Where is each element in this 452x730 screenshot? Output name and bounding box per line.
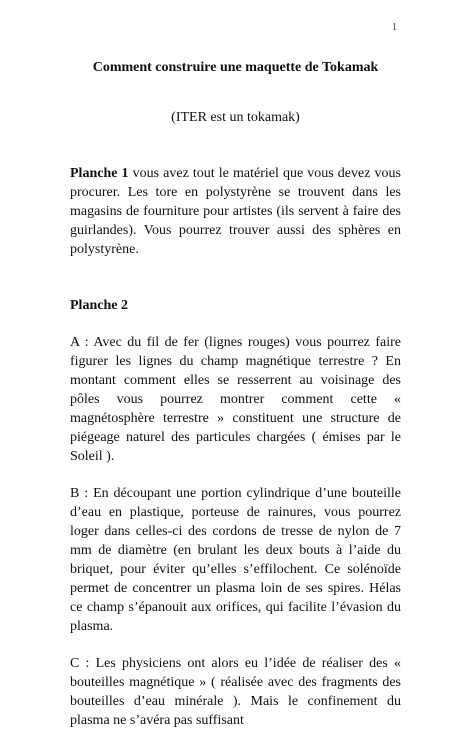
paragraph-c: C : Les physiciens ont alors eu l’idée de réaliser des « bouteilles magnétique » ( réalisée avec des fragments des bouteilles d’eau minérale ). Mais le confinement du plasma ne s’avéra pas suffisant (70, 656, 401, 728)
paragraph-b: B : En découpant une portion cylindrique d’une bouteille d’eau en plastique, porteuse de rainures, vous pourrez loger dans celles-ci des cordons de tresse de nylon de 7 mm de diamètre (en brulant les deux bouts à l’aide du briquet, pour éviter qu’elles s’effilochent. Ce solénoïde permet de concentrer un plasma loin de ses spires. Hélas ce champ s’épanouit aux orifices, qui facilite l’évasion du plasma. (70, 486, 401, 634)
planche-1-label: Planche 1 (70, 166, 129, 181)
document-body (70, 58, 401, 730)
page-number: 1 (392, 22, 397, 33)
planche-1-text: vous avez tout le matériel que vous devez vous procurer. Les tore en polystyrène se trouvent dans les magasins de fourniture pour artistes (ils servent à faire des guirlandes). Vous pourrez trouver aussi des sphères en polystyrène. (70, 166, 401, 257)
paragraph-planche-1 (70, 164, 401, 259)
paragraph-a: A : Avec du fil de fer (lignes rouges) vous pourrez faire figurer les lignes du champ magnétique terrestre ? En montant comment elles se resserrent au voisinage des pôles vous pourrez montrer comment cette « magnétosphère terrestre » constituent une structure de piégeage naturel des particules chargées ( émises par le Soleil ). (70, 335, 401, 464)
planche-2-heading: Planche 2 (70, 298, 128, 313)
document-title: Comment construire une maquette de Tokamak (92, 60, 379, 75)
document-subtitle: (ITER est un tokamak) (171, 110, 300, 125)
